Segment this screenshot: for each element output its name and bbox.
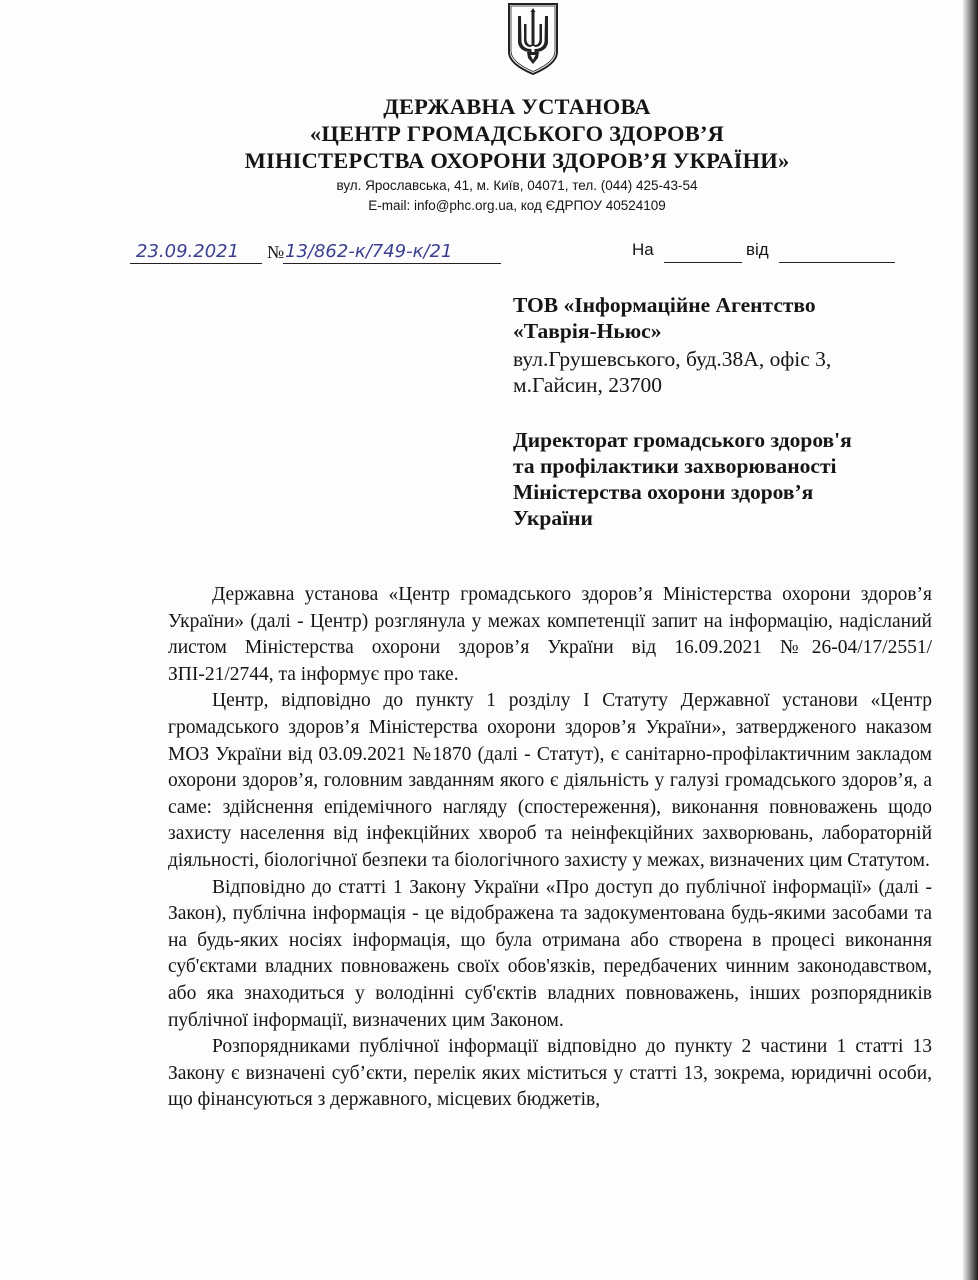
org-contacts: E-mail: info@phc.org.ua, код ЄДРПОУ 40524109	[368, 198, 666, 213]
directorate-line2: та профілактики захворюваності	[513, 454, 837, 478]
directorate-line3: Міністерства охорони здоров’я	[513, 480, 814, 504]
org-type-heading: ДЕРЖАВНА УСТАНОВА	[383, 94, 651, 119]
number-sign: №	[267, 242, 285, 262]
handwritten-date: 23.09.2021	[136, 241, 240, 262]
body-paragraph-4: Розпорядниками публічної інформації відповідно до пункту 2 частини 1 статті 13 Закону є визначені суб’єкти, перелік яких міститься у статті 13, зокрема, юридичні особи, що фінансуються з державного, місцевих бюджетів,	[168, 1036, 932, 1111]
recipient-org-line2: «Таврія-Ньюс»	[513, 319, 662, 343]
org-address: вул. Ярославська, 41, м. Київ, 04071, тел. (044) 425-43-54	[336, 178, 698, 193]
org-name-heading: «ЦЕНТР ГРОМАДСЬКОГО ЗДОРОВ’Я	[309, 121, 725, 146]
number-underline	[283, 263, 501, 264]
page-edge-shadow	[962, 0, 978, 1280]
ukraine-trident-emblem-icon	[505, 2, 561, 76]
directorate-line1: Директорат громадського здоров'я	[513, 428, 852, 452]
ministry-heading: МІНІСТЕРСТВА ОХОРОНИ ЗДОРОВ’Я УКРАЇНИ»	[244, 148, 790, 173]
body-paragraph-1: Державна установа «Центр громадського здоров’я Міністерства охорони здоров’я України» (далі - Центр) розглянула у межах компетенції запит на інформацію, надісланий листом Міністерства охорони здоров’я України від 16.09.2021 №26-04/17/2551/ЗПІ-21/2744, та інформує про таке.	[168, 584, 932, 685]
directorate-line4: України	[513, 506, 593, 530]
recipient-org-line1: ТОВ «Інформаційне Агентство	[513, 293, 816, 317]
date-underline	[130, 263, 262, 264]
registration-line	[130, 238, 510, 268]
letter-body	[168, 582, 932, 1114]
vid-label: від	[746, 240, 769, 259]
recipient-street: вул.Грушевського, буд.38А, офіс 3,	[513, 347, 832, 371]
na-label: На	[632, 240, 654, 259]
body-paragraph-2: Центр, відповідно до пункту 1 розділу I Статуту Державної установи «Центр громадського здоров’я Міністерства охорони здоров’я України», затвердженого наказом МОЗ України від 03.09.2021 №1870 (далі - Статут), є санітарно-профілактичним закладом охорони здоров’я, головним завданням якого є діяльність у галузі громадського здоров’я, а саме: здійснення епідемічного нагляду (спостереження), виконання повноважень щодо захисту населення від інфекційних хвороб та неінфекційних захворювань, лабораторній діяльності, біологічної безпеки та біологічного захисту у межах, визначених цим Статутом.	[168, 690, 932, 871]
handwritten-reg-number: 13/862-к/749-к/21	[285, 241, 453, 262]
recipient-city: м.Гайсин, 23700	[513, 373, 662, 397]
body-paragraph-3: Відповідно до статті 1 Закону України «Про доступ до публічної інформації» (далі - Закон), публічна інформація - це відображена та задокументована будь-якими засобами та на будь-яких носіях інформація, що була отримана або створена в процесі виконання суб'єктами владних повноважень своїх обов'язків, передбачених чинним законодавством, або яка знаходиться у володінні суб'єктів владних повноважень, інших розпорядників публічної інформації, визначених цим Законом.	[168, 876, 932, 1031]
vid-blank-line	[779, 262, 895, 263]
na-blank-line	[664, 262, 742, 263]
